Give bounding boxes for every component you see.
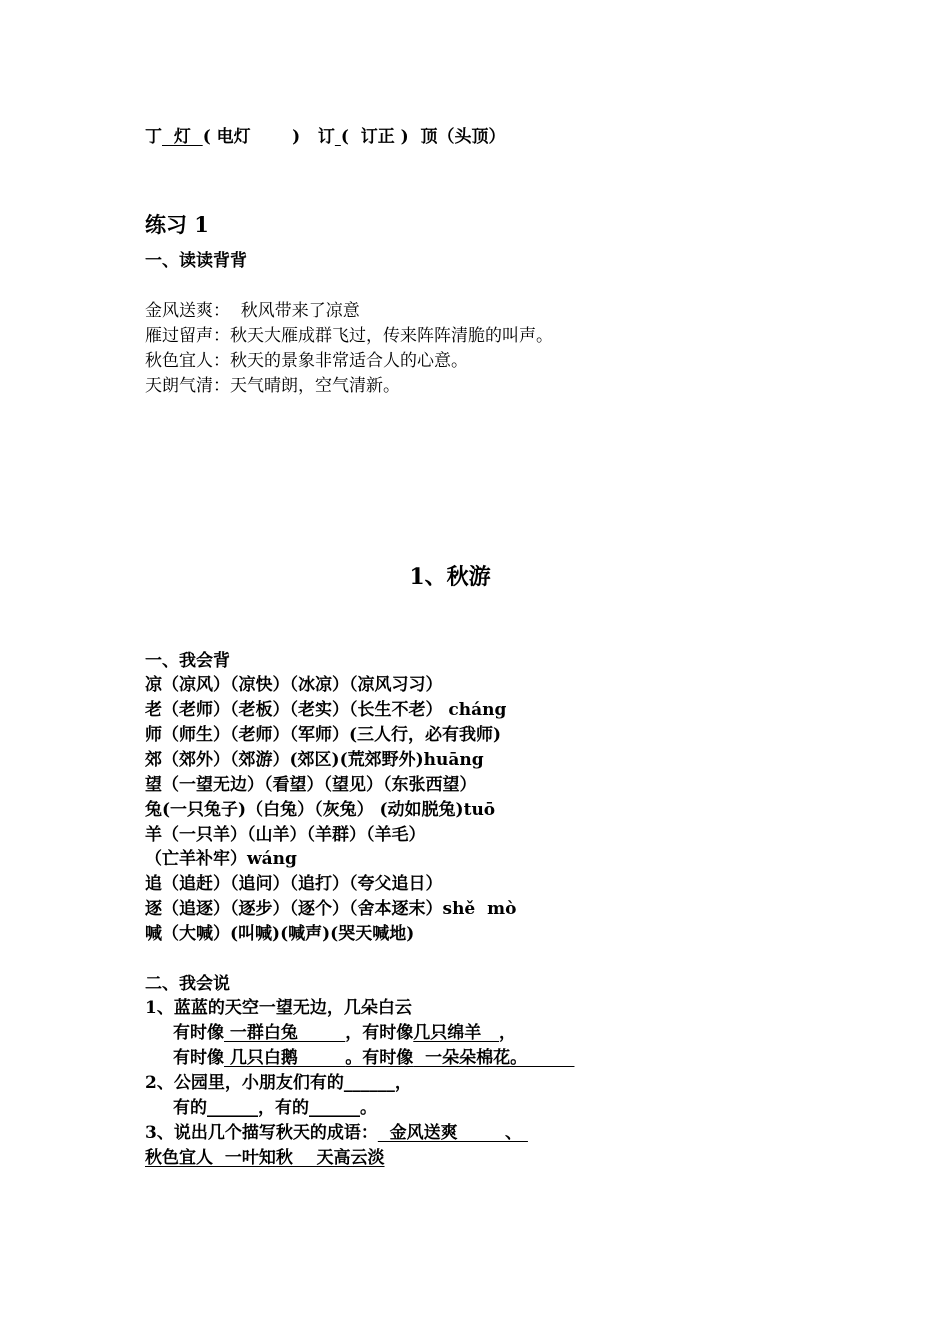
question-1-line-1: 1、蓝蓝的天空一望无边，几朵白云 xyxy=(145,998,412,1018)
q3-answer-1: 金风送爽 、 xyxy=(377,1123,528,1143)
q1-answer-geese: 几只白鹅 xyxy=(224,1048,346,1068)
q1-prompt: 有时像 xyxy=(173,1048,224,1068)
word-line: （亡羊补牢）wáng xyxy=(145,849,297,869)
q1-prompt: ，有时像 xyxy=(345,1023,414,1043)
question-1-line-2 xyxy=(173,1023,516,1043)
top-answer-deng: 灯 xyxy=(162,127,203,147)
word-line: 望（一望无边）（看望）（望见）（东张西望） xyxy=(145,775,477,795)
idiom-line: 天朗气清：天气晴朗，空气清新。 xyxy=(145,376,400,396)
lesson-title: 1、秋游 xyxy=(409,564,491,590)
top-rest-1: ( 电灯 ) 订 xyxy=(202,127,335,147)
top-char-ding: 丁 xyxy=(145,127,162,147)
exercise-section-heading: 一、读读背背 xyxy=(145,251,247,271)
q1-prompt: 。有时像 xyxy=(345,1048,414,1068)
section-heading-speak: 二、我会说 xyxy=(145,974,230,994)
word-line: 羊（一只羊）（山羊）（羊群）（羊毛） xyxy=(145,825,426,845)
word-line: 喊（大喊）(叫喊)(喊声)(哭天喊地) xyxy=(145,924,415,944)
q1-answer-rabbits: 一群白兔 xyxy=(224,1023,346,1043)
question-2-line-2: 有的______，有的______。 xyxy=(173,1098,377,1118)
idiom-line: 秋色宜人：秋天的景象非常适合人的心意。 xyxy=(145,351,468,371)
top-rest-2: ( 订正 ) 顶（头顶） xyxy=(340,127,506,147)
word-line: 兔(一只兔子)（白兔）（灰兔） (动如脱兔)tuō xyxy=(145,800,496,820)
section-heading-recite: 一、我会背 xyxy=(145,651,230,671)
word-line: 郊（郊外）（郊游）(郊区)(荒郊野外)huāng xyxy=(145,750,484,770)
q1-prompt: 有时像 xyxy=(173,1023,224,1043)
word-line: 追（追赶）（追问）（追打）（夸父追日） xyxy=(145,874,443,894)
question-3-line-1 xyxy=(145,1123,528,1143)
q1-prompt: ， xyxy=(499,1023,517,1043)
top-line xyxy=(145,127,506,147)
idiom-line: 雁过留声：秋天大雁成群飞过，传来阵阵清脆的叫声。 xyxy=(145,326,553,346)
word-line: 凉（凉风）（凉快）（冰凉）（凉风习习） xyxy=(145,675,443,695)
word-line: 老（老师）（老板）（老实）（长生不老） cháng xyxy=(145,700,507,720)
question-3-line-2: 秋色宜人 一叶知秋 天高云淡 xyxy=(145,1148,385,1168)
idiom-line: 金风送爽： 秋风带来了凉意 xyxy=(145,301,360,321)
q1-answer-sheep: 几只绵羊 xyxy=(413,1023,500,1043)
question-2-line-1: 2、公园里，小朋友们有的______， xyxy=(145,1073,412,1093)
question-1-line-3 xyxy=(173,1048,574,1068)
word-line: 逐（追逐）（逐步）（逐个）（舍本逐末）shě mò xyxy=(145,899,517,919)
q1-answer-cotton: 一朵朵棉花。 xyxy=(413,1048,575,1068)
word-line: 师（师生）（老师）（军师）(三人行，必有我师) xyxy=(145,725,502,745)
q3-prompt: 3、说出几个描写秋天的成语： xyxy=(145,1123,378,1143)
exercise-title: 练习 1 xyxy=(145,212,209,237)
